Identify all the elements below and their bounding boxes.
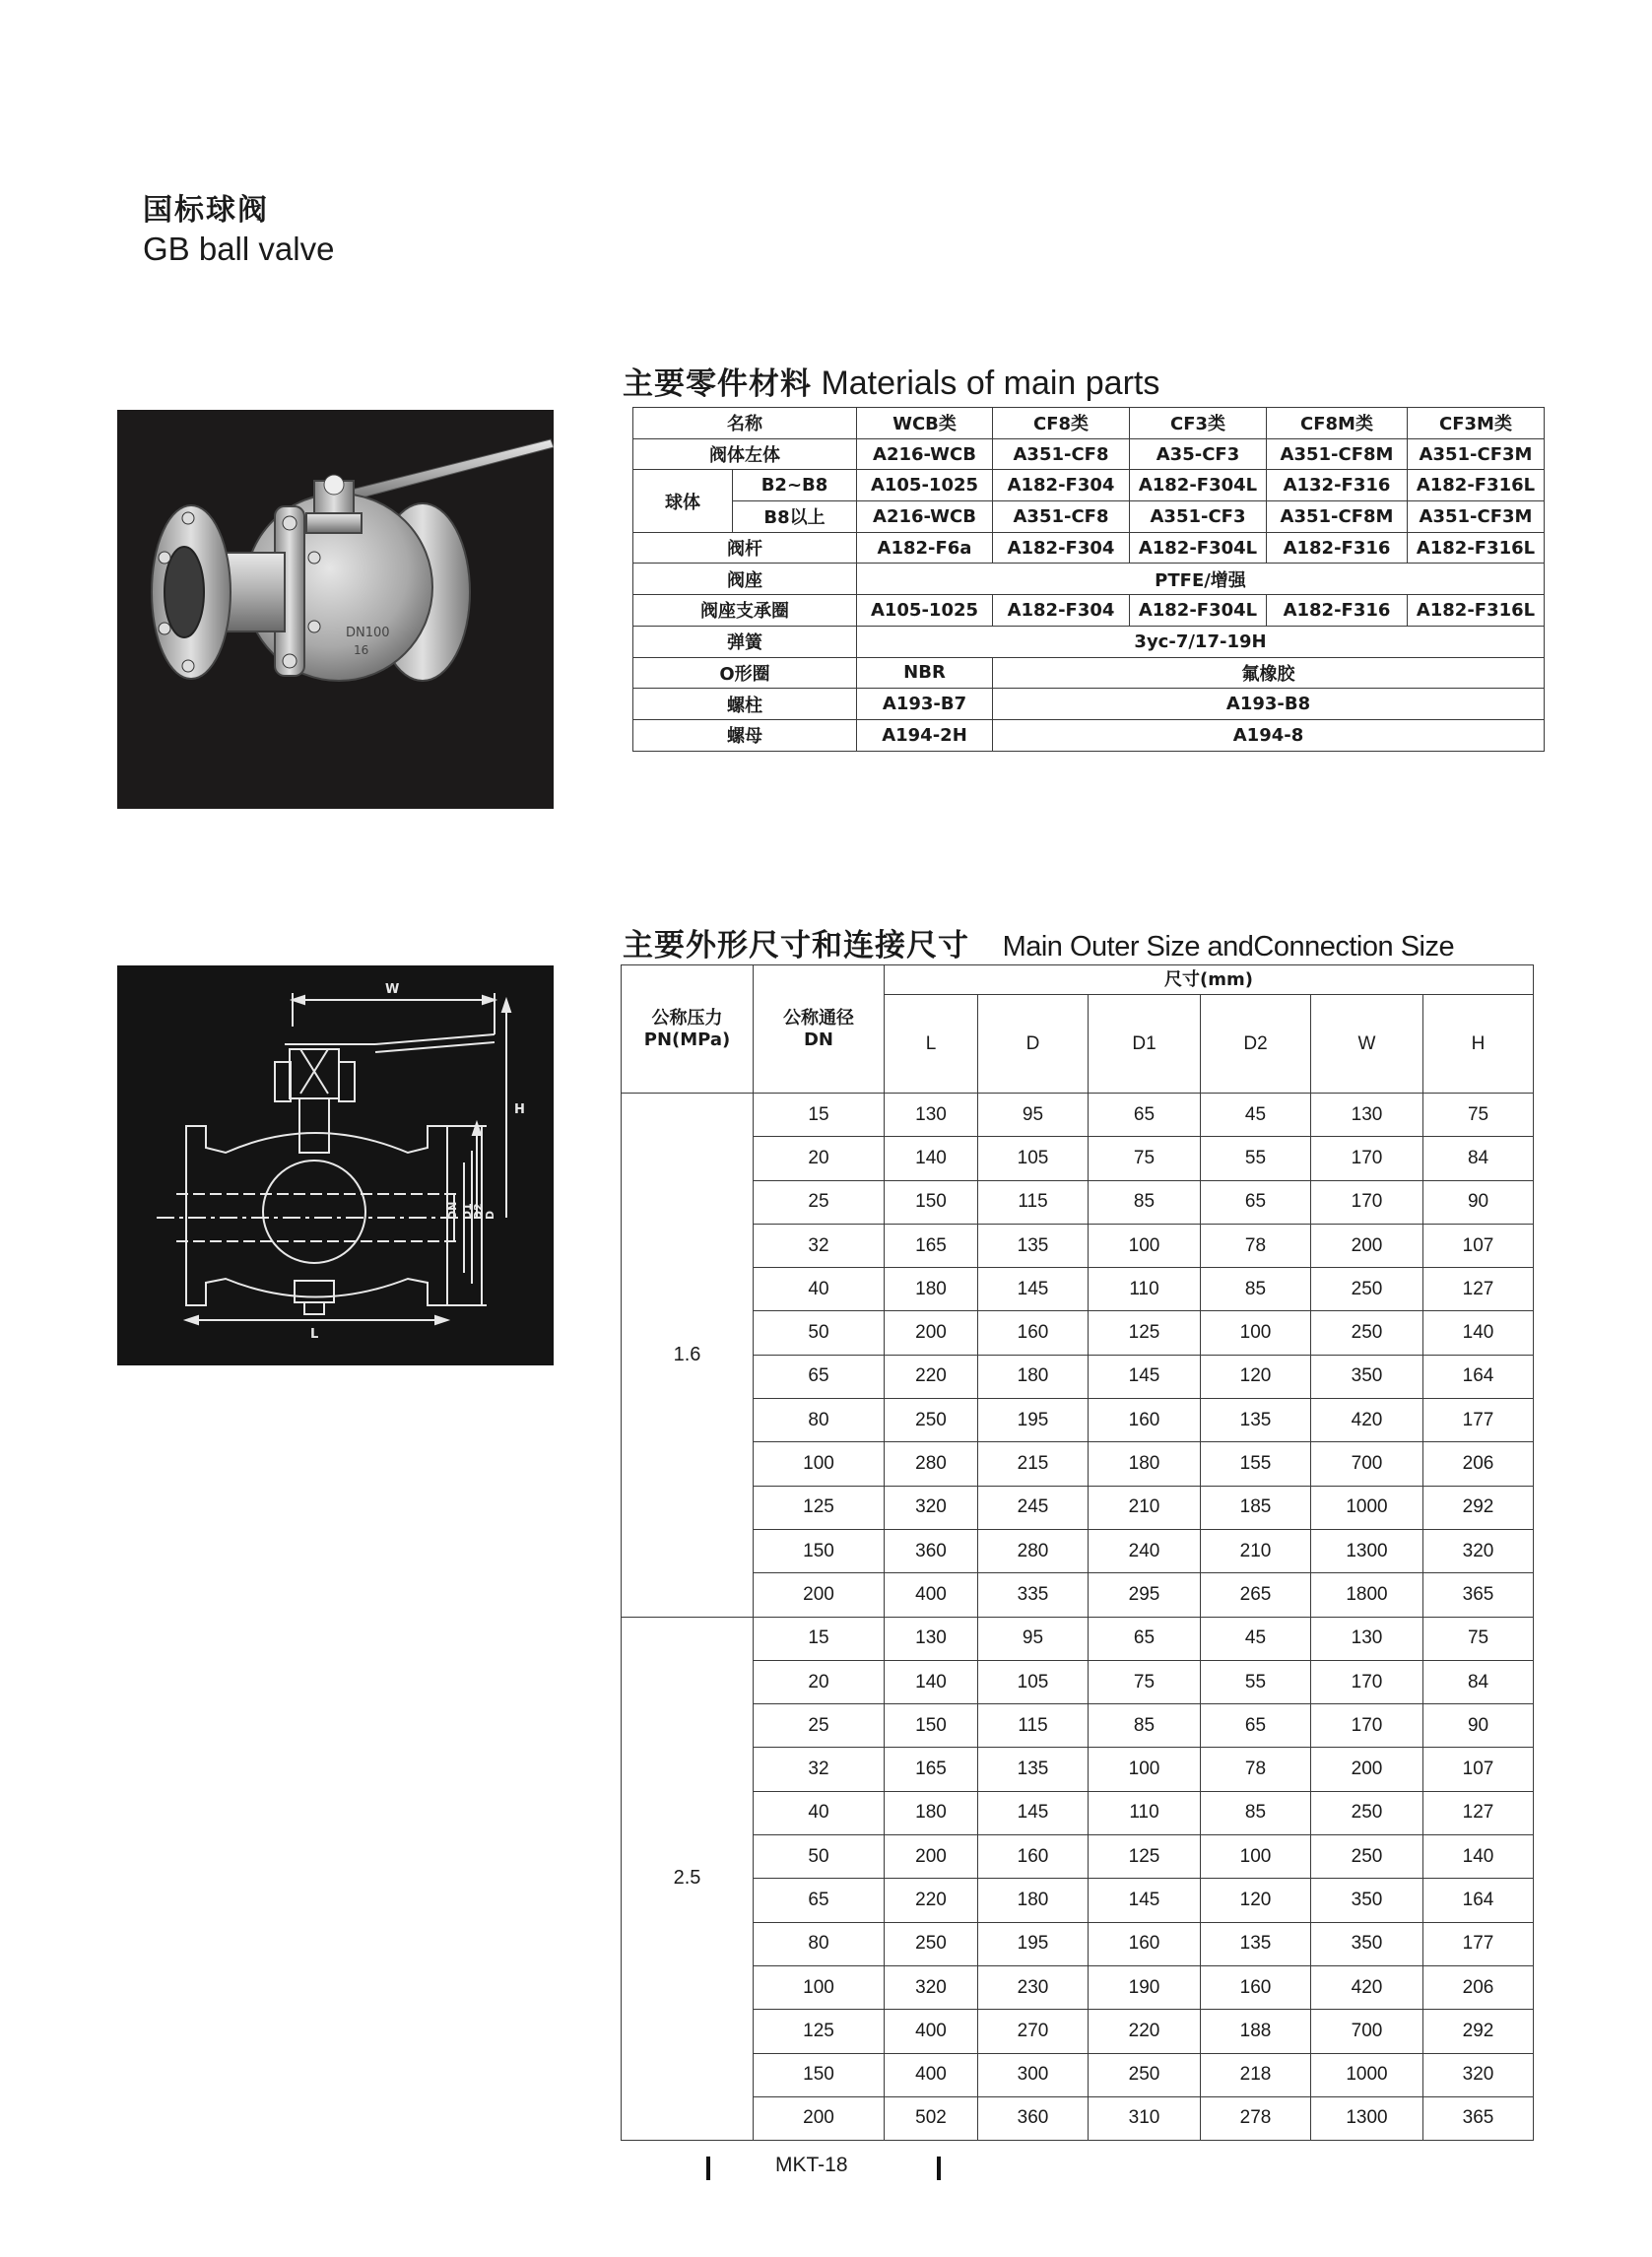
- material-cell: A351-CF8M: [1267, 501, 1408, 533]
- pn-header-en: PN(MPa): [643, 1029, 731, 1050]
- dimension-cell: 200: [885, 1835, 978, 1879]
- dimension-cell: 165: [885, 1748, 978, 1791]
- table-row: [622, 1529, 1534, 1572]
- table-row: [622, 1660, 1534, 1703]
- dimension-cell: 365: [1423, 1573, 1534, 1617]
- part-label: O形圈: [633, 657, 857, 689]
- dimension-cell: 420: [1311, 1965, 1423, 2009]
- footer-divider-right: [937, 2157, 941, 2180]
- table-row: [633, 532, 1545, 564]
- dimension-cell: 130: [885, 1617, 978, 1660]
- table-row: [622, 1748, 1534, 1791]
- table-row: [622, 1573, 1534, 1617]
- dimension-cell: 145: [978, 1791, 1089, 1834]
- material-cell: A182-F304: [993, 470, 1130, 501]
- dn-value: 150: [754, 1529, 885, 1572]
- material-cell: A193-B8: [993, 689, 1545, 720]
- column-header: D2: [1201, 995, 1311, 1094]
- dimension-cell: 135: [1201, 1399, 1311, 1442]
- column-header: H: [1423, 995, 1534, 1094]
- sizes-table-body: [622, 1094, 1534, 2141]
- dn-value: 15: [754, 1617, 885, 1660]
- table-row: [622, 1486, 1534, 1529]
- dimension-cell: 245: [978, 1486, 1089, 1529]
- dimension-cell: 135: [978, 1224, 1089, 1267]
- dimension-cell: 292: [1423, 2010, 1534, 2053]
- dimension-cell: 140: [1423, 1835, 1534, 1879]
- dimension-cell: 200: [1311, 1224, 1423, 1267]
- dimension-cell: 135: [1201, 1922, 1311, 1965]
- dimension-cell: 278: [1201, 2096, 1311, 2140]
- header-wcb: WCB类: [857, 408, 993, 439]
- header-cf3: CF3类: [1130, 408, 1267, 439]
- dimension-cell: 55: [1201, 1137, 1311, 1180]
- dimension-cell: 190: [1089, 1965, 1201, 2009]
- dimension-cell: 170: [1311, 1137, 1423, 1180]
- dimension-cell: 210: [1201, 1529, 1311, 1572]
- dimension-cell: 95: [978, 1617, 1089, 1660]
- dimension-cell: 250: [1311, 1835, 1423, 1879]
- material-cell: A182-F6a: [857, 532, 993, 564]
- dimension-cell: 310: [1089, 2096, 1201, 2140]
- dn-value: 15: [754, 1094, 885, 1137]
- dimension-cell: 292: [1423, 1486, 1534, 1529]
- material-cell: 3yc-7/17-19H: [857, 626, 1545, 657]
- material-cell: A35-CF3: [1130, 438, 1267, 470]
- header-cf3m: CF3M类: [1408, 408, 1545, 439]
- dimension-cell: 110: [1089, 1268, 1201, 1311]
- dimension-cell: 90: [1423, 1180, 1534, 1224]
- dimension-cell: 110: [1089, 1791, 1201, 1834]
- dimension-cell: 335: [978, 1573, 1089, 1617]
- dimension-cell: 240: [1089, 1529, 1201, 1572]
- dimension-cell: 145: [978, 1268, 1089, 1311]
- dn-value: 65: [754, 1355, 885, 1398]
- part-label: 阀座: [633, 564, 857, 595]
- material-cell: A132-F316: [1267, 470, 1408, 501]
- dimension-cell: 1000: [1311, 2053, 1423, 2096]
- header-cf8: CF8类: [993, 408, 1130, 439]
- table-row: [633, 408, 1545, 439]
- dimension-cell: 135: [978, 1748, 1089, 1791]
- pn-value: 1.6: [622, 1094, 754, 1618]
- dimension-cell: 85: [1089, 1704, 1201, 1748]
- pn-header-cn: 公称压力: [651, 1007, 723, 1029]
- table-row: [622, 1617, 1534, 1660]
- dimension-cell: 65: [1201, 1180, 1311, 1224]
- sizes-table: [621, 964, 1534, 2141]
- dimension-cell: 180: [978, 1355, 1089, 1398]
- dimension-diagram: [117, 965, 554, 1365]
- dn-value: 32: [754, 1748, 885, 1791]
- dimension-cell: 140: [885, 1660, 978, 1703]
- dimension-cell: 105: [978, 1137, 1089, 1180]
- dimension-cell: 188: [1201, 2010, 1311, 2053]
- dimension-cell: 350: [1311, 1879, 1423, 1922]
- dimension-cell: 84: [1423, 1660, 1534, 1703]
- dimension-cell: 140: [885, 1137, 978, 1180]
- materials-heading-en: Materials of main parts: [821, 365, 1160, 402]
- table-row: [622, 1268, 1534, 1311]
- materials-heading-cn: 主要零件材料: [623, 366, 812, 402]
- dimension-cell: 320: [885, 1965, 978, 2009]
- material-cell: A193-B7: [857, 689, 993, 720]
- dimension-cell: 400: [885, 1573, 978, 1617]
- dn-header: [754, 965, 885, 1094]
- label-d1: D1: [461, 1203, 474, 1220]
- column-header: D1: [1089, 995, 1201, 1094]
- material-cell: A216-WCB: [857, 501, 993, 533]
- label-d2: D2: [472, 1203, 485, 1220]
- dimension-cell: 700: [1311, 1442, 1423, 1486]
- dimension-cell: 1000: [1311, 1486, 1423, 1529]
- dimension-cell: 165: [885, 1224, 978, 1267]
- material-cell: A182-F316: [1267, 595, 1408, 627]
- dn-value: 25: [754, 1704, 885, 1748]
- dimension-cell: 180: [978, 1879, 1089, 1922]
- valve-photo: [117, 410, 554, 809]
- ball-valve-image: [117, 410, 554, 809]
- table-row: [622, 1224, 1534, 1267]
- header-name: 名称: [633, 408, 857, 439]
- label-w: W: [385, 982, 400, 997]
- dimension-cell: 65: [1089, 1094, 1201, 1137]
- dimension-cell: 75: [1423, 1617, 1534, 1660]
- material-cell: A194-8: [993, 719, 1545, 751]
- footer-divider-left: [706, 2157, 710, 2180]
- dimension-cell: 230: [978, 1965, 1089, 2009]
- dimension-cell: 95: [978, 1094, 1089, 1137]
- dimension-cell: 115: [978, 1180, 1089, 1224]
- table-row: [633, 626, 1545, 657]
- dimension-cell: 75: [1089, 1660, 1201, 1703]
- dn-value: 150: [754, 2053, 885, 2096]
- dimension-cell: 250: [1311, 1311, 1423, 1355]
- dn-value: 20: [754, 1137, 885, 1180]
- dn-value: 50: [754, 1835, 885, 1879]
- dimension-cell: 160: [1089, 1922, 1201, 1965]
- title-english: GB ball valve: [143, 230, 335, 267]
- material-cell: A216-WCB: [857, 438, 993, 470]
- dimension-cell: 100: [1201, 1835, 1311, 1879]
- dn-value: 50: [754, 1311, 885, 1355]
- dimension-cell: 130: [1311, 1094, 1423, 1137]
- dimension-cell: 1800: [1311, 1573, 1423, 1617]
- dimension-cell: 100: [1089, 1224, 1201, 1267]
- dimension-cell: 280: [978, 1529, 1089, 1572]
- dimension-cell: 1300: [1311, 1529, 1423, 1572]
- dimension-cell: 400: [885, 2010, 978, 2053]
- dimension-cell: 210: [1089, 1486, 1201, 1529]
- table-row: [622, 1311, 1534, 1355]
- pn-header: [622, 965, 754, 1094]
- material-cell: A351-CF8: [993, 438, 1130, 470]
- dimension-cell: 45: [1201, 1094, 1311, 1137]
- table-row: [633, 657, 1545, 689]
- dimension-cell: 350: [1311, 1355, 1423, 1398]
- sizes-heading-cn: 主要外形尺寸和连接尺寸: [623, 928, 969, 963]
- part-label: 阀座支承圈: [633, 595, 857, 627]
- table-row: [633, 564, 1545, 595]
- dn-header-en: DN: [803, 1029, 833, 1050]
- label-l: L: [310, 1327, 319, 1342]
- dimension-cell: 100: [1089, 1748, 1201, 1791]
- dimension-cell: 145: [1089, 1879, 1201, 1922]
- material-cell: A182-F316: [1267, 532, 1408, 564]
- table-row: [622, 1835, 1534, 1879]
- page-title: [143, 193, 334, 269]
- table-row: [622, 1704, 1534, 1748]
- part-label: 阀杆: [633, 532, 857, 564]
- dimension-cell: 400: [885, 2053, 978, 2096]
- dn-value: 100: [754, 1442, 885, 1486]
- dimension-cell: 360: [978, 2096, 1089, 2140]
- dimension-cell: 145: [1089, 1355, 1201, 1398]
- dimension-cell: 195: [978, 1399, 1089, 1442]
- dimension-cell: 125: [1089, 1311, 1201, 1355]
- material-cell: A105-1025: [857, 470, 993, 501]
- dimension-cell: 170: [1311, 1704, 1423, 1748]
- column-header: W: [1311, 995, 1423, 1094]
- dn-value: 125: [754, 2010, 885, 2053]
- label-h: H: [514, 1102, 525, 1117]
- sizes-heading-en: Main Outer Size andConnection Size: [1002, 931, 1455, 963]
- material-cell: 氟橡胶: [993, 657, 1545, 689]
- table-row: [622, 1137, 1534, 1180]
- dimension-cell: 295: [1089, 1573, 1201, 1617]
- dimension-cell: 250: [1311, 1791, 1423, 1834]
- dn-value: 200: [754, 1573, 885, 1617]
- body-marking-size: DN100: [346, 626, 390, 640]
- dimension-cell: 250: [1311, 1268, 1423, 1311]
- dimension-cell: 206: [1423, 1965, 1534, 2009]
- dimension-cell: 78: [1201, 1224, 1311, 1267]
- dimension-cell: 150: [885, 1704, 978, 1748]
- table-row: [633, 689, 1545, 720]
- table-row: [622, 1879, 1534, 1922]
- dimension-cell: 200: [1311, 1748, 1423, 1791]
- table-row: [622, 965, 1534, 995]
- dimension-cell: 85: [1089, 1180, 1201, 1224]
- dimension-cell: 170: [1311, 1660, 1423, 1703]
- dimension-cell: 320: [885, 1486, 978, 1529]
- column-header: D: [978, 995, 1089, 1094]
- dimension-cell: 120: [1201, 1879, 1311, 1922]
- dimension-cell: 195: [978, 1922, 1089, 1965]
- table-row: [622, 1442, 1534, 1486]
- dimension-cell: 502: [885, 2096, 978, 2140]
- title-chinese: 国标球阀: [143, 193, 269, 228]
- dn-value: 32: [754, 1224, 885, 1267]
- dimension-cell: 164: [1423, 1355, 1534, 1398]
- body-marking-pressure: 16: [354, 643, 369, 657]
- dimension-cell: 140: [1423, 1311, 1534, 1355]
- dn-value: 20: [754, 1660, 885, 1703]
- dn-header-cn: 公称通径: [783, 1007, 854, 1029]
- unit-header: 尺寸(mm): [885, 965, 1534, 995]
- table-row: [633, 470, 1545, 501]
- materials-heading: [623, 359, 1159, 403]
- material-cell: A351-CF3: [1130, 501, 1267, 533]
- part-label: 螺柱: [633, 689, 857, 720]
- dimension-cell: 320: [1423, 1529, 1534, 1572]
- dimension-cell: 115: [978, 1704, 1089, 1748]
- dimension-cell: 215: [978, 1442, 1089, 1486]
- table-row: [633, 719, 1545, 751]
- material-cell: A351-CF8M: [1267, 438, 1408, 470]
- table-row: [622, 1965, 1534, 2009]
- dimension-cell: 360: [885, 1529, 978, 1572]
- part-sublabel: B8以上: [733, 501, 857, 533]
- sizes-heading: [623, 920, 1454, 964]
- material-cell: A351-CF8: [993, 501, 1130, 533]
- dimension-cell: 160: [1201, 1965, 1311, 2009]
- dn-value: 80: [754, 1922, 885, 1965]
- dimension-cell: 75: [1423, 1094, 1534, 1137]
- table-row: [622, 2053, 1534, 2096]
- material-cell: PTFE/增强: [857, 564, 1545, 595]
- dimension-cell: 185: [1201, 1486, 1311, 1529]
- table-row: [622, 1180, 1534, 1224]
- dn-value: 80: [754, 1399, 885, 1442]
- dimension-cell: 65: [1089, 1617, 1201, 1660]
- dn-value: 65: [754, 1879, 885, 1922]
- dimension-cell: 127: [1423, 1268, 1534, 1311]
- material-cell: A351-CF3M: [1408, 501, 1545, 533]
- dimension-cell: 270: [978, 2010, 1089, 2053]
- label-dn: DN: [446, 1201, 459, 1220]
- header-cf8m: CF8M类: [1267, 408, 1408, 439]
- dimension-cell: 130: [885, 1094, 978, 1137]
- dimension-cell: 105: [978, 1660, 1089, 1703]
- dimension-cell: 220: [885, 1355, 978, 1398]
- dimension-cell: 160: [978, 1835, 1089, 1879]
- material-cell: A351-CF3M: [1408, 438, 1545, 470]
- material-cell: A182-F304L: [1130, 470, 1267, 501]
- dimension-cell: 265: [1201, 1573, 1311, 1617]
- table-row: [622, 1399, 1534, 1442]
- label-d: D: [484, 1210, 496, 1220]
- table-row: [622, 1094, 1534, 1137]
- material-cell: A194-2H: [857, 719, 993, 751]
- dimension-cell: 75: [1089, 1137, 1201, 1180]
- material-cell: A182-F304L: [1130, 595, 1267, 627]
- material-cell: A105-1025: [857, 595, 993, 627]
- dimension-cell: 218: [1201, 2053, 1311, 2096]
- part-sublabel: B2~B8: [733, 470, 857, 501]
- dn-value: 25: [754, 1180, 885, 1224]
- dimension-cell: 180: [885, 1791, 978, 1834]
- dimension-cell: 78: [1201, 1748, 1311, 1791]
- dn-value: 40: [754, 1791, 885, 1834]
- part-label: 球体: [633, 470, 733, 532]
- dimension-cell: 700: [1311, 2010, 1423, 2053]
- dimension-cell: 250: [1089, 2053, 1201, 2096]
- dimension-cell: 160: [1089, 1399, 1201, 1442]
- dimension-cell: 55: [1201, 1660, 1311, 1703]
- table-row: [622, 1791, 1534, 1834]
- dimension-cell: 220: [885, 1879, 978, 1922]
- dimension-cell: 150: [885, 1180, 978, 1224]
- dimension-cell: 350: [1311, 1922, 1423, 1965]
- page-footer: MKT-18: [775, 2154, 848, 2176]
- dimension-cell: 65: [1201, 1704, 1311, 1748]
- dimension-cell: 107: [1423, 1748, 1534, 1791]
- dimension-cell: 1300: [1311, 2096, 1423, 2140]
- dimension-cell: 164: [1423, 1879, 1534, 1922]
- dimension-cell: 84: [1423, 1137, 1534, 1180]
- dimension-cell: 130: [1311, 1617, 1423, 1660]
- table-row: [633, 501, 1545, 533]
- dimension-cell: 120: [1201, 1355, 1311, 1398]
- material-cell: NBR: [857, 657, 993, 689]
- dimension-cell: 155: [1201, 1442, 1311, 1486]
- dimension-cell: 85: [1201, 1268, 1311, 1311]
- material-cell: A182-F316L: [1408, 595, 1545, 627]
- pn-value: 2.5: [622, 1617, 754, 2141]
- dimension-cell: 365: [1423, 2096, 1534, 2140]
- dimension-cell: 420: [1311, 1399, 1423, 1442]
- table-row: [633, 595, 1545, 627]
- dimension-cell: 107: [1423, 1224, 1534, 1267]
- dimension-cell: 206: [1423, 1442, 1534, 1486]
- material-cell: A182-F304: [993, 595, 1130, 627]
- material-cell: A182-F316L: [1408, 470, 1545, 501]
- dn-value: 100: [754, 1965, 885, 2009]
- dimension-cell: 125: [1089, 1835, 1201, 1879]
- dimension-cell: 250: [885, 1399, 978, 1442]
- table-row: [622, 1355, 1534, 1398]
- dimension-cell: 180: [1089, 1442, 1201, 1486]
- dimension-cell: 177: [1423, 1399, 1534, 1442]
- dimension-cell: 180: [885, 1268, 978, 1311]
- column-header: L: [885, 995, 978, 1094]
- dimension-cell: 100: [1201, 1311, 1311, 1355]
- part-label: 弹簧: [633, 626, 857, 657]
- table-row: [622, 2010, 1534, 2053]
- dn-value: 200: [754, 2096, 885, 2140]
- dimension-cell: 177: [1423, 1922, 1534, 1965]
- material-cell: A182-F304: [993, 532, 1130, 564]
- dn-value: 40: [754, 1268, 885, 1311]
- dimension-cell: 200: [885, 1311, 978, 1355]
- valve-dimension-drawing: [117, 965, 554, 1365]
- material-cell: A182-F316L: [1408, 532, 1545, 564]
- part-label: 螺母: [633, 719, 857, 751]
- dn-value: 125: [754, 1486, 885, 1529]
- dimension-cell: 85: [1201, 1791, 1311, 1834]
- dimension-cell: 127: [1423, 1791, 1534, 1834]
- dimension-cell: 160: [978, 1311, 1089, 1355]
- table-row: [622, 2096, 1534, 2140]
- dimension-cell: 220: [1089, 2010, 1201, 2053]
- material-cell: A182-F304L: [1130, 532, 1267, 564]
- dimension-cell: 320: [1423, 2053, 1534, 2096]
- dimension-cell: 280: [885, 1442, 978, 1486]
- part-label: 阀体左体: [633, 438, 857, 470]
- table-row: [622, 1922, 1534, 1965]
- dimension-cell: 45: [1201, 1617, 1311, 1660]
- dimension-cell: 170: [1311, 1180, 1423, 1224]
- dimension-cell: 300: [978, 2053, 1089, 2096]
- materials-table: [632, 407, 1545, 752]
- table-row: [633, 438, 1545, 470]
- dimension-cell: 250: [885, 1922, 978, 1965]
- dimension-cell: 90: [1423, 1704, 1534, 1748]
